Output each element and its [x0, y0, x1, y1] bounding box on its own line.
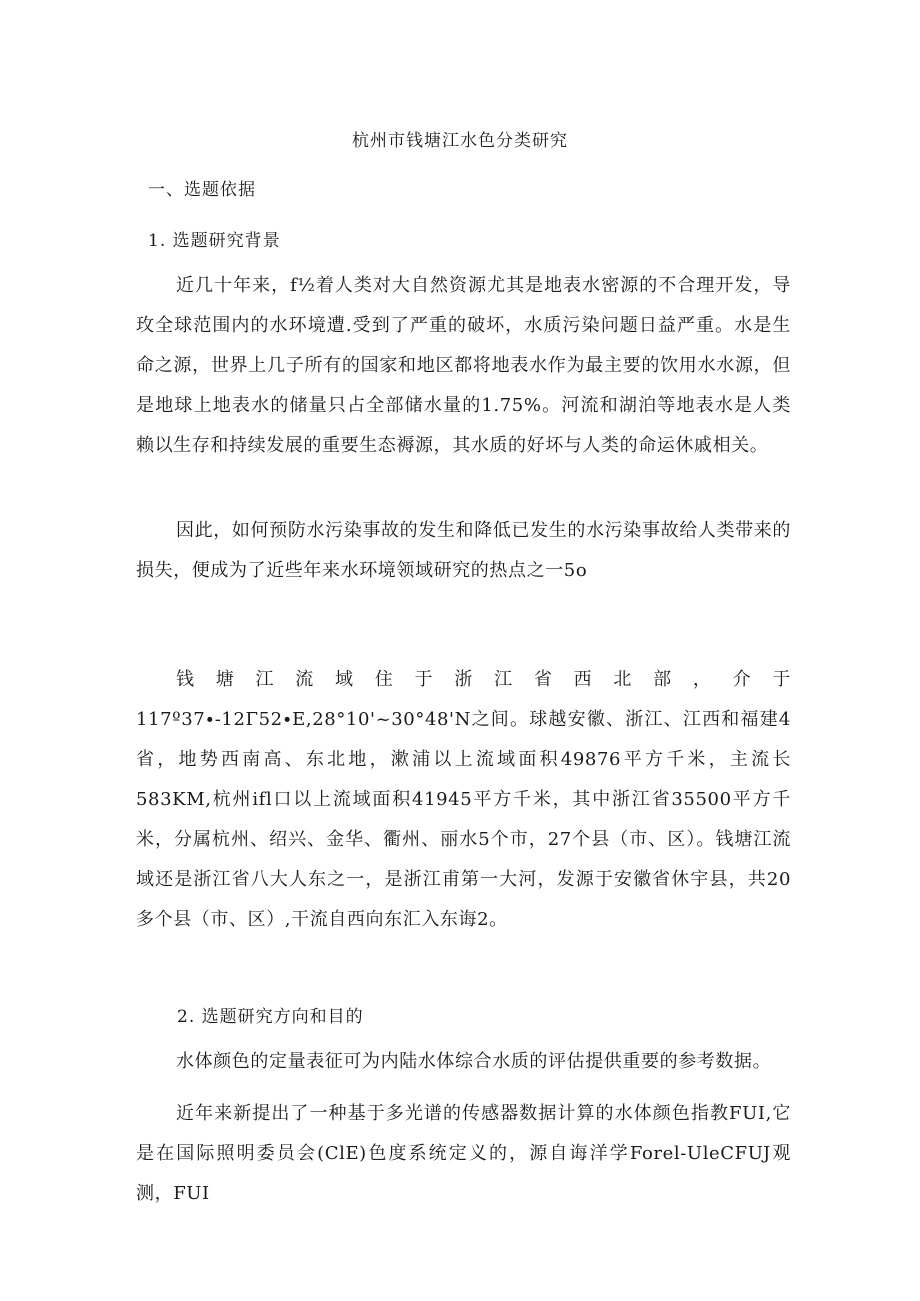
subsection-heading-background: 1. 选题研究背景 — [148, 231, 281, 251]
section-heading-basis: 一、选题依据 — [148, 180, 256, 200]
document-title: 杭州市钱塘江水色分类研究 — [352, 131, 568, 151]
paragraph-background: 近几十年来，f½着人类对大自然资源尤其是地表水密源的不合理开发，导玫全球范围内的水环境遭.受到了严重的破坏，水质污染问题日益严重。水是生命之源，世界上几子所有的国家和地区都将地表水作为最主要的饮用水水源，但是地球上地表水的储量只占全部储水量的1.75%。河流和湖泊等地表水是人类赖以生存和持续发展的重要生态褥源，其水质的好坏与人类的命运休戚相关。 — [136, 275, 791, 456]
paragraph-basin-description: 钱塘江流域住于浙江省西北部，介于117º37∙-12Γ52∙E,28°10'~30°48'N之间。球越安徽、浙江、江西和福建4省，地势西南高、东北地，漱浦以上流域面积49876平方千米，主流长583KM,杭州ifl口以上流域面积41945平方千米，其中浙江省35500平方千米，分属杭州、绍兴、金华、衢州、丽水5个市，27个县（市、区）。钱塘江流域还是浙江省八大人东之一，是浙江甫第一大河，发源于安徽省休宇县，共20多个县（市、区）,干流自西向东汇入东诲2。 — [136, 669, 791, 930]
subsection-heading-direction: 2. 选题研究方向和目的 — [177, 1007, 364, 1027]
paragraph-research-hotspot: 因此，如何预防水污染事故的发生和降低已发生的水污染事故给人类带来的损失，便成为了近些年来水环境领域研究的热点之一5o — [136, 520, 791, 581]
paragraph-water-color: 水体颜色的定量表征可为内陆水体综合水质的评估提供重要的参考数据。 — [176, 1051, 772, 1072]
paragraph-fui-index: 近年来新提出了一种基于多光谱的传感器数据计算的水体颜色指教FUI,它是在国际照明委员会(ClE)色度系统定义的，源自诲洋学Forel-UleCFUJ观测，FUI — [136, 1103, 791, 1204]
